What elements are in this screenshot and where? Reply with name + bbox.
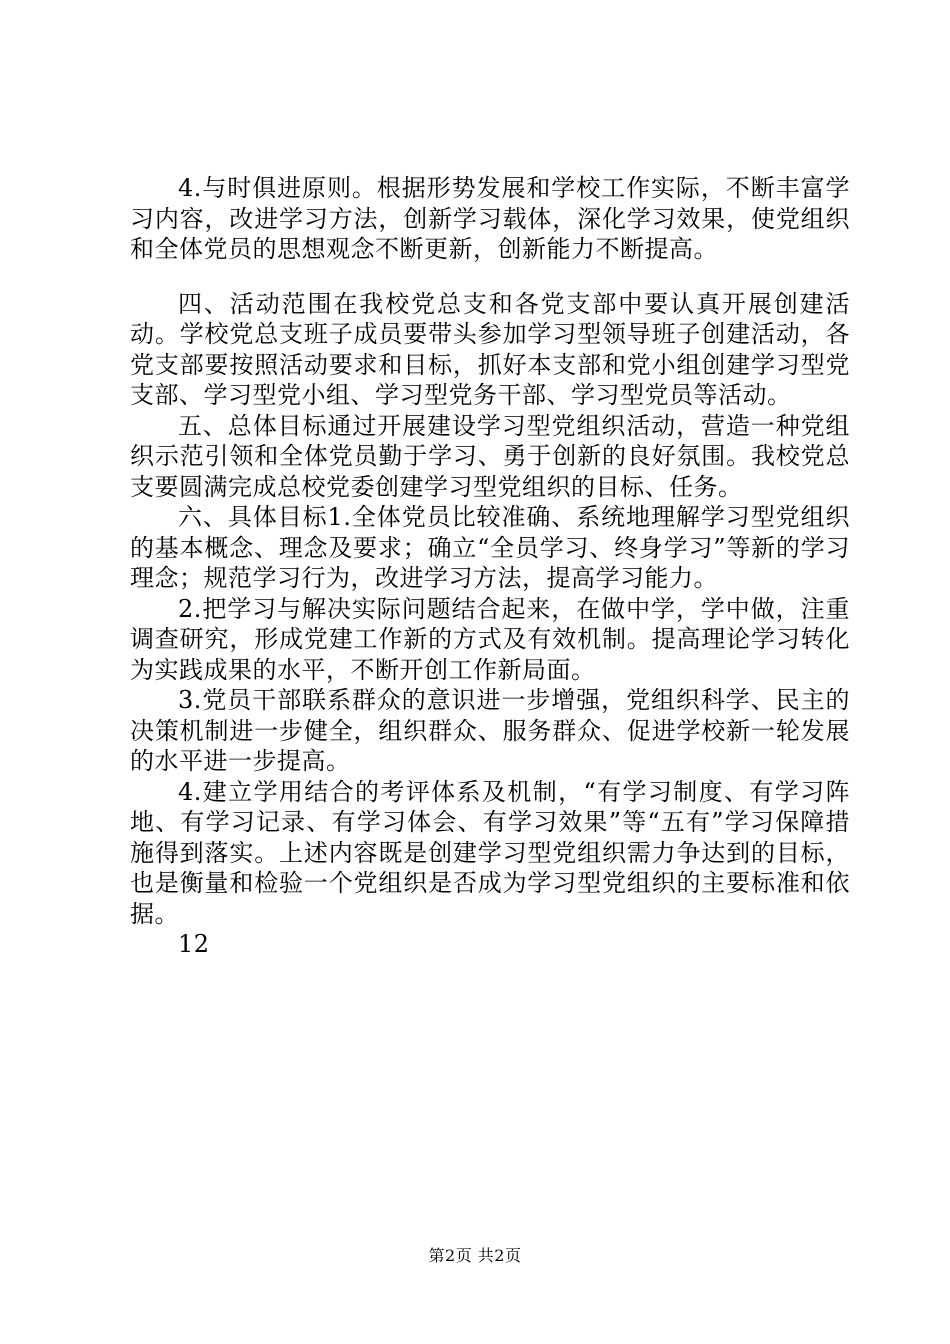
paragraph-principle-4: 4.与时俱进原则。根据形势发展和学校工作实际，不断丰富学习内容，改进学习方法，创新学习载体，深化学习效果，使党组织和全体党员的思想观念不断更新，创新能力不断提高。 xyxy=(130,174,850,263)
paragraph-overall-goal: 五、总体目标通过开展建设学习型党组织活动，营造一种党组织示范引领和全体党员勤于学习、勇于创新的良好氛围。我校党总支要圆满完成总校党委创建学习型党组织的目标、任务。 xyxy=(130,411,850,501)
paragraph-specific-goal-3: 3.党员干部联系群众的意识进一步增强，党组织科学、民主的决策机制进一步健全，组织群众、服务群众、促进学校新一轮发展的水平进一步提高。 xyxy=(130,686,850,775)
page-footer: 第2页 共2页 xyxy=(428,1246,522,1265)
paragraph-trailing-number: 12 xyxy=(178,930,210,958)
paragraph-specific-goal-4: 4.建立学用结合的考评体系及机制，“有学习制度、有学习阵地、有学习记录、有学习体会、有学习效果”等“五有”学习保障措施得到落实。上述内容既是创建学习型党组织需力争达到的目标，也是衡量和检验一个党组织是否成为学习型党组织的主要标准和依据。 xyxy=(130,777,850,928)
paragraph-specific-goal-1: 六、具体目标1.全体党员比较准确、系统地理解学习型党组织的基本概念、理念及要求；确立“全员学习、终身学习”等新的学习理念；规范学习行为，改进学习方法，提高学习能力。 xyxy=(130,503,850,592)
paragraph-specific-goal-2: 2.把学习与解决实际问题结合起来，在做中学，学中做，注重调查研究，形成党建工作新的方式及有效机制。提高理论学习转化为实践成果的水平，不断开创工作新局面。 xyxy=(130,594,850,684)
document-body xyxy=(130,173,850,960)
paragraph-activity-scope: 四、活动范围在我校党总支和各党支部中要认真开展创建活动。学校党总支班子成员要带头参加学习型领导班子创建活动，各党支部要按照活动要求和目标，抓好本支部和党小组创建学习型党支部、学习型党小组、学习型党务干部、学习型党员等活动。 xyxy=(130,289,850,409)
